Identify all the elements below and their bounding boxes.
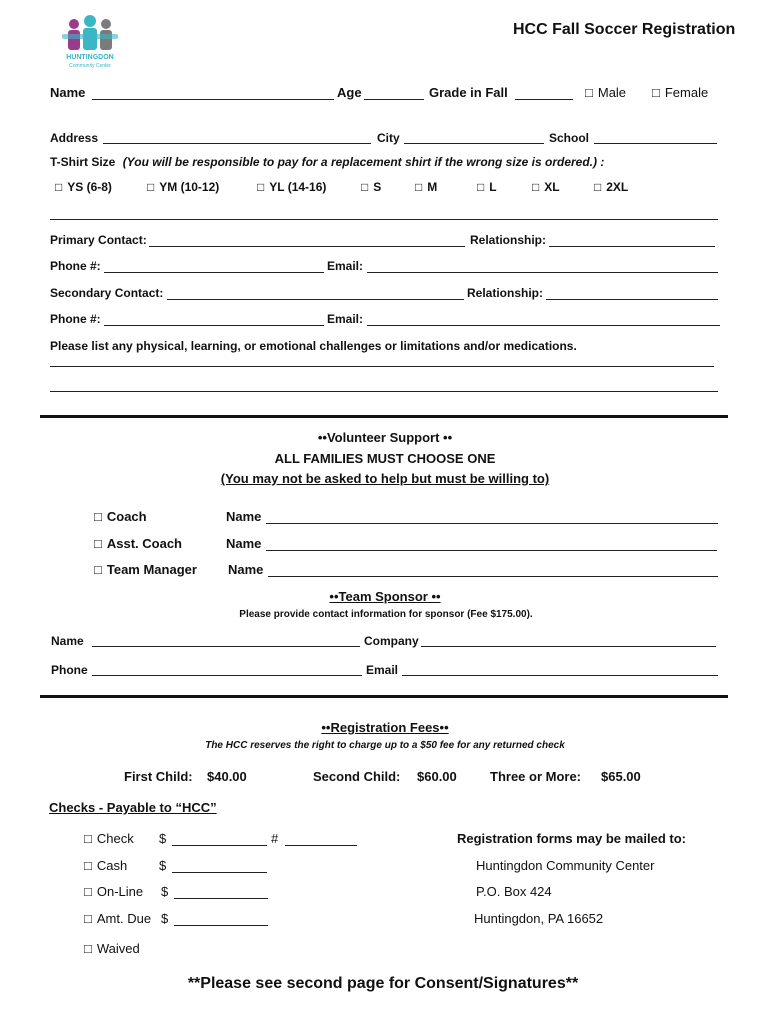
check-amount-field[interactable] (172, 845, 267, 846)
sponsor-email-label: Email (366, 663, 399, 677)
male-checkbox[interactable]: □ Male (585, 85, 626, 100)
phone-field-1[interactable] (104, 272, 324, 273)
size-xl[interactable]: □ XL (532, 180, 560, 194)
fees-heading: ••Registration Fees•• (321, 720, 449, 735)
online-dollar: $ (161, 884, 169, 899)
sponsor-heading: ••Team Sponsor •• (329, 589, 441, 604)
secondary-contact-field[interactable] (167, 299, 464, 300)
volunteer-subheading: ALL FAMILIES MUST CHOOSE ONE (274, 451, 496, 466)
size-ym[interactable]: □ YM (10-12) (147, 180, 219, 194)
tshirt-label: T-Shirt Size (50, 155, 116, 169)
grade-field[interactable] (515, 99, 573, 100)
cash-amount-field[interactable] (172, 872, 267, 873)
team-manager-checkbox[interactable]: □ Team Manager (94, 562, 197, 577)
team-manager-name-label: Name (228, 562, 264, 577)
email-label-1: Email: (327, 259, 364, 273)
cash-checkbox[interactable]: □ Cash (84, 858, 127, 873)
email-field-2[interactable] (367, 325, 720, 326)
school-label: School (549, 131, 590, 145)
school-field[interactable] (594, 143, 717, 144)
secondary-contact-label: Secondary Contact: (50, 286, 164, 300)
section-divider-2 (40, 695, 728, 698)
primary-contact-label: Primary Contact: (50, 233, 147, 247)
phone-field-2[interactable] (104, 325, 324, 326)
coach-name-field[interactable] (266, 523, 718, 524)
primary-contact-field[interactable] (149, 246, 465, 247)
sponsor-company-field[interactable] (421, 646, 716, 647)
secondary-relationship-field[interactable] (546, 299, 718, 300)
challenges-field-2[interactable] (50, 391, 718, 392)
asst-coach-name-label: Name (226, 536, 262, 551)
size-m[interactable]: □ M (415, 180, 437, 194)
amt-due-checkbox[interactable]: □ Amt. Due (84, 911, 151, 926)
email-label-2: Email: (327, 312, 364, 326)
second-child-value: $60.00 (417, 769, 457, 784)
divider (50, 219, 718, 220)
checks-heading: Checks - Payable to “HCC” (49, 800, 217, 815)
address-label: Address (50, 131, 99, 145)
sponsor-phone-label: Phone (51, 663, 88, 677)
amt-due-dollar: $ (161, 911, 169, 926)
check-hash: # (271, 831, 279, 846)
first-child-label: First Child: (124, 769, 193, 784)
tshirt-note: (You will be responsible to pay for a replacement shirt if the wrong size is ordered.) : (122, 155, 605, 169)
waived-checkbox[interactable]: □ Waived (84, 941, 140, 956)
address-field[interactable] (103, 143, 371, 144)
footer-note: **Please see second page for Consent/Signatures** (187, 975, 579, 992)
secondary-relationship-label: Relationship: (467, 286, 544, 300)
size-yl[interactable]: □ YL (14-16) (257, 180, 326, 194)
team-manager-name-field[interactable] (268, 576, 718, 577)
challenges-field-1[interactable] (50, 366, 714, 367)
first-child-value: $40.00 (207, 769, 247, 784)
online-checkbox[interactable]: □ On-Line (84, 884, 143, 899)
grade-label: Grade in Fall (429, 85, 508, 100)
mail-line-1: Huntingdon Community Center (476, 858, 655, 873)
volunteer-note: (You may not be asked to help but must be willing to) (220, 471, 550, 486)
primary-relationship-field[interactable] (549, 246, 715, 247)
size-2xl[interactable]: □ 2XL (594, 180, 628, 194)
sponsor-name-label: Name (51, 634, 84, 648)
online-amount-field[interactable] (174, 898, 268, 899)
age-label: Age (337, 85, 362, 100)
age-field[interactable] (364, 99, 424, 100)
name-field[interactable] (92, 99, 334, 100)
three-or-more-value: $65.00 (601, 769, 641, 784)
volunteer-heading: ••Volunteer Support •• (317, 430, 453, 445)
name-label: Name (50, 85, 86, 100)
sponsor-note: Please provide contact information for sponsor (Fee $175.00). (239, 609, 533, 620)
cash-dollar: $ (159, 858, 167, 873)
sponsor-name-field[interactable] (92, 646, 360, 647)
primary-relationship-label: Relationship: (470, 233, 547, 247)
check-number-field[interactable] (285, 845, 357, 846)
logo-subtext: Community Center (69, 63, 111, 69)
second-child-label: Second Child: (313, 769, 401, 784)
mail-heading: Registration forms may be mailed to: (457, 831, 686, 846)
logo-text: HUNTINGDON (66, 54, 114, 61)
city-label: City (377, 131, 400, 145)
coach-checkbox[interactable]: □ Coach (94, 509, 147, 524)
asst-coach-name-field[interactable] (266, 550, 717, 551)
female-checkbox[interactable]: □ Female (652, 85, 708, 100)
sponsor-company-label: Company (364, 634, 419, 648)
size-ys[interactable]: □ YS (6-8) (55, 180, 112, 194)
phone-label-1: Phone #: (50, 259, 101, 273)
amt-due-amount-field[interactable] (174, 925, 268, 926)
phone-label-2: Phone #: (50, 312, 101, 326)
asst-coach-checkbox[interactable]: □ Asst. Coach (94, 536, 182, 551)
mail-line-3: Huntingdon, PA 16652 (474, 911, 604, 926)
check-checkbox[interactable]: □ Check (84, 831, 134, 846)
section-divider (40, 415, 728, 418)
fees-note: The HCC reserves the right to charge up to a $50 fee for any returned check (205, 740, 565, 751)
size-l[interactable]: □ L (477, 180, 497, 194)
challenges-label: Please list any physical, learning, or emotional challenges or limitations and/or medications. (50, 339, 577, 353)
tshirt-label-row (50, 155, 604, 169)
mail-line-2: P.O. Box 424 (476, 884, 552, 899)
hcc-logo (60, 14, 120, 76)
sponsor-email-field[interactable] (402, 675, 718, 676)
size-s[interactable]: □ S (361, 180, 381, 194)
email-field-1[interactable] (367, 272, 718, 273)
three-or-more-label: Three or More: (490, 769, 582, 784)
check-dollar: $ (159, 831, 167, 846)
sponsor-phone-field[interactable] (92, 675, 362, 676)
city-field[interactable] (404, 143, 544, 144)
page-title: HCC Fall Soccer Registration (513, 21, 736, 38)
coach-name-label: Name (226, 509, 262, 524)
